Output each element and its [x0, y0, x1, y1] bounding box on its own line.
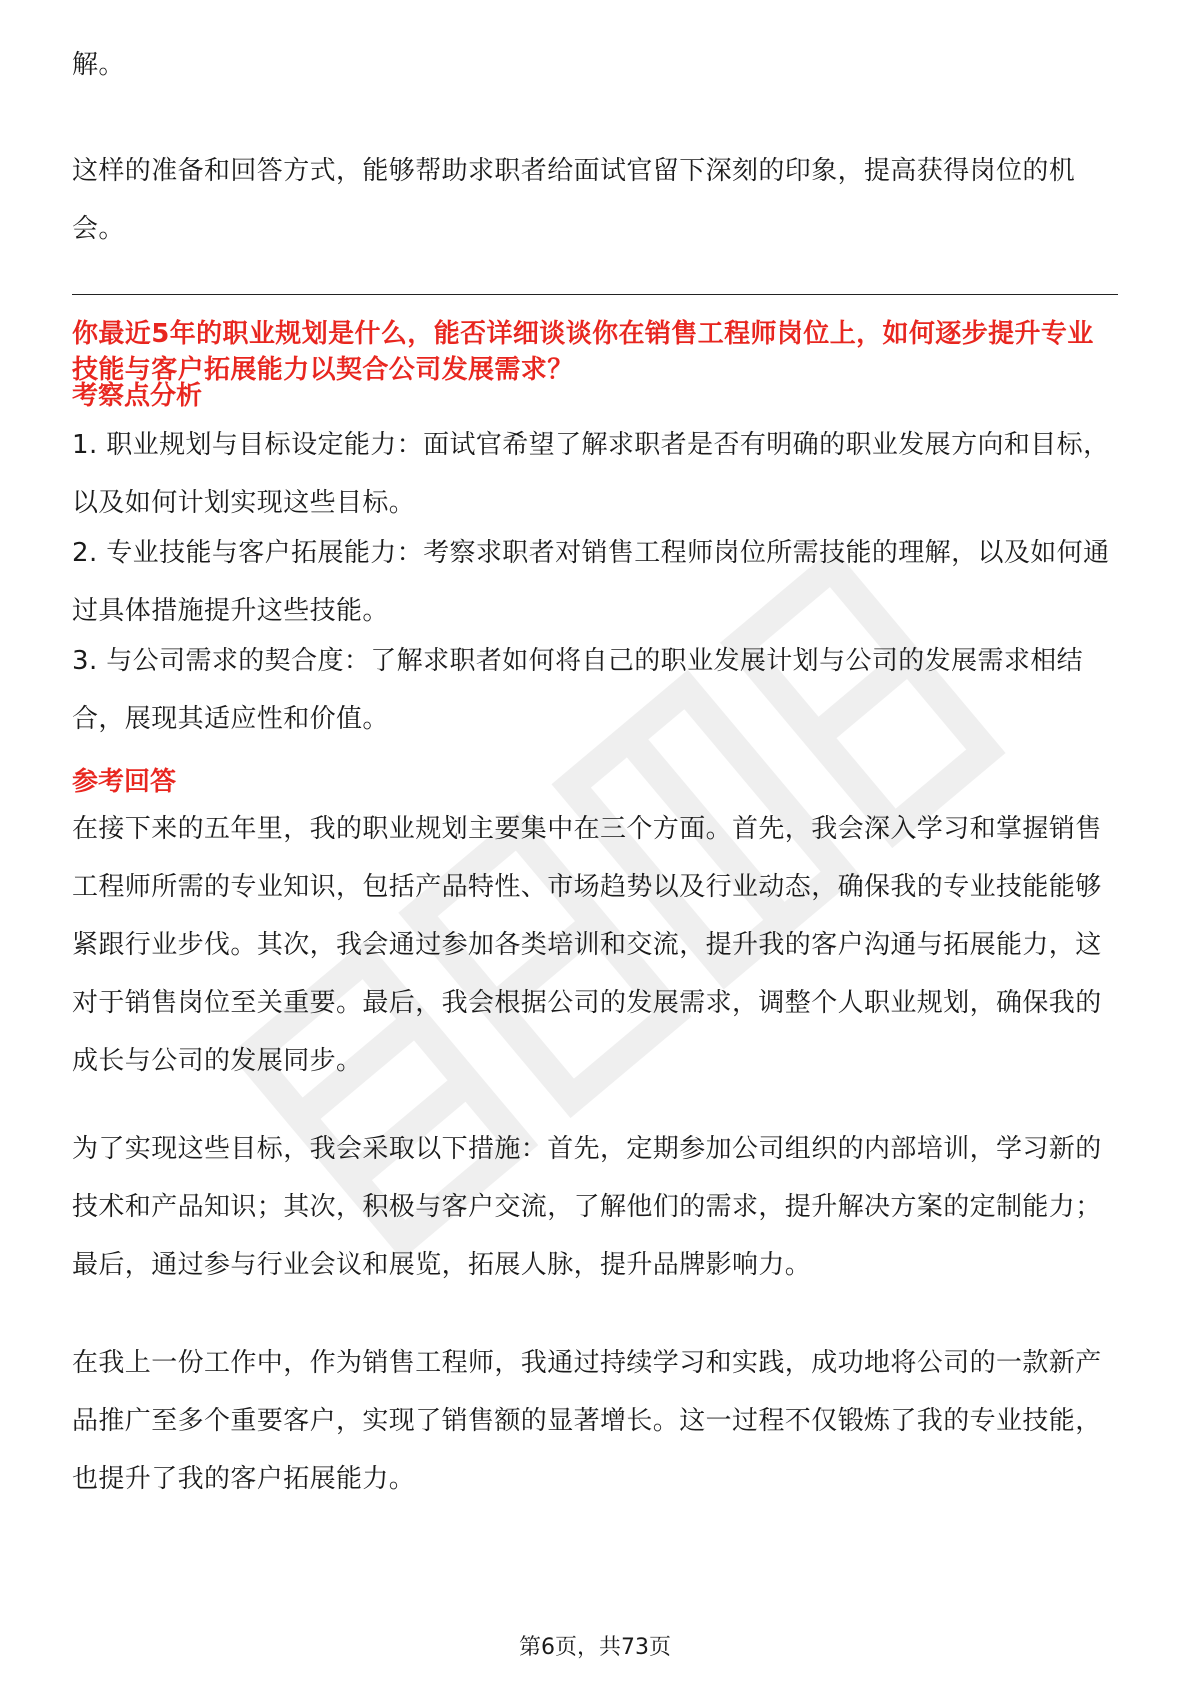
analysis-item-3: 3. 与公司需求的契合度：了解求职者如何将自己的职业发展计划与公司的发展需求相结合，展现其适应性和价值。	[72, 646, 1084, 734]
intro-closing-paragraph: 这样的准备和回答方式，能够帮助求职者给面试官留下深刻的印象，提高获得岗位的机会。	[72, 156, 1076, 244]
question-heading: 你最近5年的职业规划是什么，能否详细谈谈你在销售工程师岗位上，如何逐步提升专业技能与客户拓展能力以契合公司发展需求？	[72, 319, 1094, 385]
answer-paragraph-2: 为了实现这些目标，我会采取以下措施：首先，定期参加公司组织的内部培训，学习新的技术和产品知识；其次，积极与客户交流，了解他们的需求，提升解决方案的定制能力；最后，通过参与行业会议和展览，拓展人脉，提升品牌影响力。	[72, 1134, 1102, 1280]
answer-paragraph-3: 在我上一份工作中，作为销售工程师，我通过持续学习和实践，成功地将公司的一款新产品推广至多个重要客户，实现了销售额的显著增长。这一过程不仅锻炼了我的专业技能，也提升了我的客户拓展能力。	[72, 1348, 1102, 1494]
answer-title: 参考回答	[72, 767, 177, 797]
analysis-title: 考察点分析	[72, 381, 203, 411]
page-number: 第6页，共73页	[519, 1635, 671, 1660]
analysis-item-2: 2. 专业技能与客户拓展能力：考察求职者对销售工程师岗位所需技能的理解，以及如何通过具体措施提升这些技能。	[72, 538, 1110, 626]
section-divider	[72, 294, 1118, 295]
intro-tail: 解。	[72, 50, 125, 80]
answer-paragraph-1: 在接下来的五年里，我的职业规划主要集中在三个方面。首先，我会深入学习和掌握销售工程师所需的专业知识，包括产品特性、市场趋势以及行业动态，确保我的专业技能能够紧跟行业步伐。其次，我会通过参加各类培训和交流，提升我的客户沟通与拓展能力，这对于销售岗位至关重要。最后，我会根据公司的发展需求，调整个人职业规划，确保我的成长与公司的发展同步。	[72, 814, 1102, 1076]
document-page	[72, 0, 1118, 1684]
analysis-item-1: 1. 职业规划与目标设定能力：面试官希望了解求职者是否有明确的职业发展方向和目标，以及如何计划实现这些目标。	[72, 430, 1110, 518]
